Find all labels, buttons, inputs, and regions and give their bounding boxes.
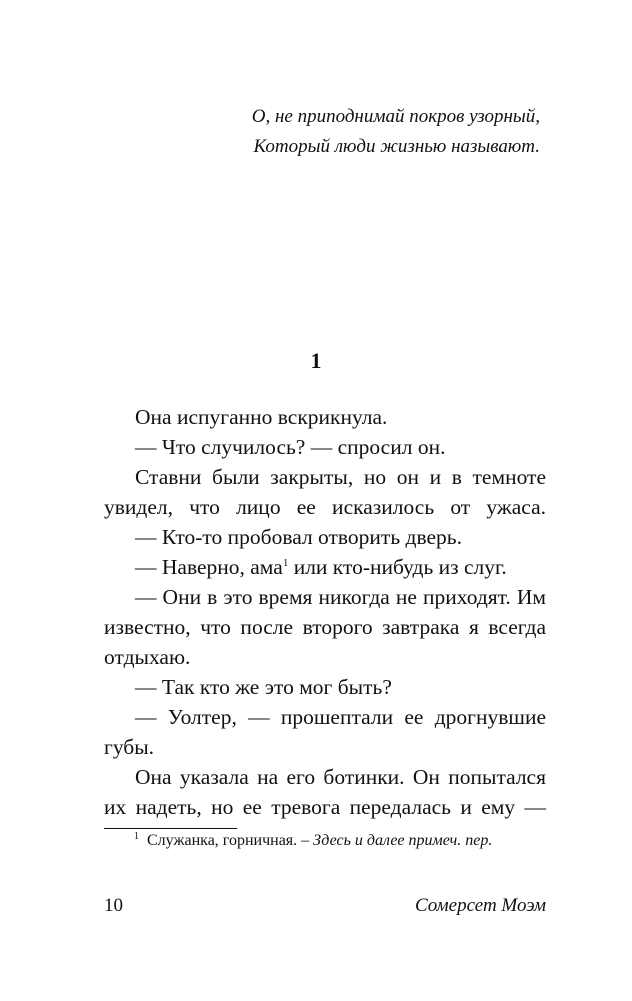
text-line: отдыхаю.: [104, 645, 191, 669]
running-header-author: Сомерсет Моэм: [414, 895, 546, 916]
text-line: [104, 552, 546, 582]
footnote-note: Здесь и далее примеч. пер.: [313, 832, 493, 849]
text-line: губы.: [104, 735, 155, 759]
text-line: Ставни были закрыты, но он и в темноте: [135, 465, 546, 489]
text-line: Она испуганно вскрикнула.: [135, 405, 388, 429]
text-line: — Уолтер, — прошептали ее дрогнувшие: [135, 705, 546, 729]
text-line: известно, что после второго завтрака я всегда: [104, 615, 546, 639]
epigraph-line-1: О, не приподнимай покров узорный,: [251, 106, 540, 127]
chapter-number: 1: [310, 348, 322, 373]
epigraph-line-2: Который люди жизнью называют.: [253, 136, 540, 157]
footnote-mark: 1: [134, 830, 139, 842]
footnote-text: Служанка, горничная. –: [147, 832, 314, 849]
text-fragment: или кто-нибудь из слуг.: [288, 555, 507, 579]
text-line: — Кто-то пробовал отворить дверь.: [135, 525, 462, 549]
text-fragment: — Наверно, ама: [135, 555, 283, 579]
text-line: Она указала на его ботинки. Он попытался: [135, 765, 546, 789]
text-line: — Что случилось? — спросил он.: [135, 435, 446, 459]
text-line: увидел, что лицо ее исказилось от ужаса.: [104, 495, 546, 519]
footnote-reference: 1: [282, 556, 289, 569]
text-line: их надеть, но ее тревога передалась и ему —: [104, 795, 546, 819]
text-line: — Так кто же это мог быть?: [135, 675, 392, 699]
footnote-divider: [104, 828, 237, 829]
footnote: [134, 830, 492, 852]
page-number: 10: [104, 895, 123, 916]
text-line: — Они в это время никогда не приходят. Им: [135, 585, 546, 609]
